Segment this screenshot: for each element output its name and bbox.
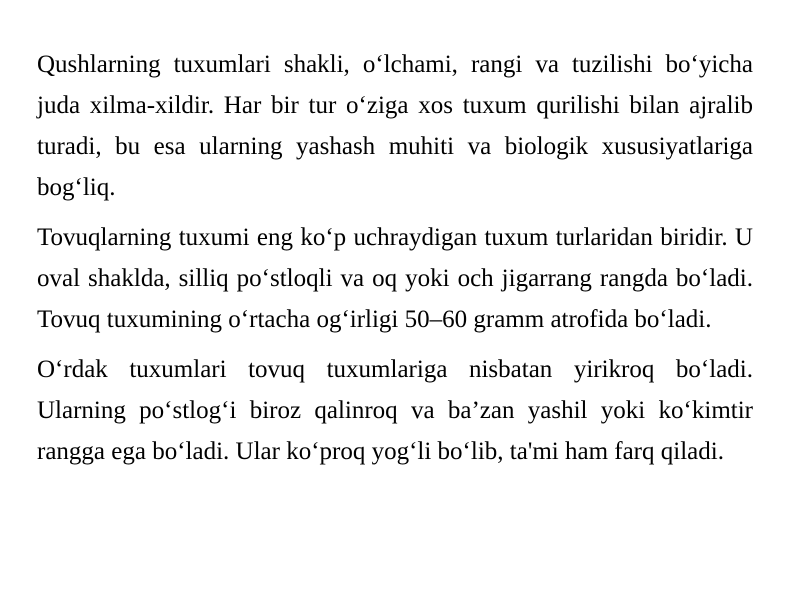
paragraph-chicken-eggs: Tovuqlarning tuxumi eng ko‘p uchraydigan tuxum turlaridan biridir. U oval shaklda, silliq po‘stloqli va oq yoki och jigarrang rangda bo‘ladi. Tovuq tuxumining o‘rtacha og‘irligi 50–60 gramm atrofida bo‘ladi. <box>37 224 753 333</box>
paragraph-duck-eggs: O‘rdak tuxumlari tovuq tuxumlariga nisbatan yirikroq bo‘ladi. Ularning po‘stlog‘i biroz qalinroq va ba’zan yashil yoki ko‘kimtir rangga ega bo‘ladi. Ular ko‘proq yog‘li bo‘lib, ta'mi ham farq qiladi. <box>37 356 753 465</box>
document-body <box>37 44 753 481</box>
paragraph-eggs-overview: Qushlarning tuxumlari shakli, o‘lchami, rangi va tuzilishi bo‘yicha juda xilma-xildir. Har bir tur o‘ziga xos tuxum qurilishi bilan ajralib turadi, bu esa ularning yashash muhiti va biologik xususiyatlariga bog‘liq. <box>37 51 753 201</box>
